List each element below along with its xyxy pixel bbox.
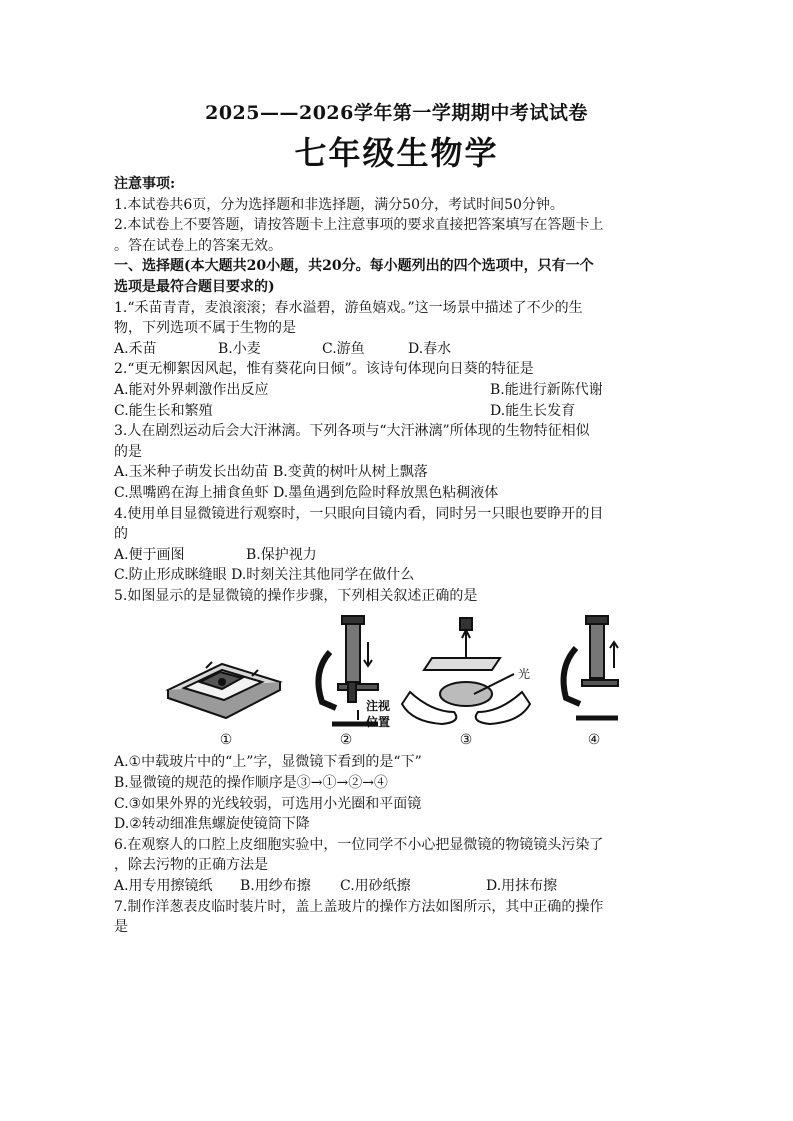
q3-stem-1: 3.人在剧烈运动后会大汗淋漓。下列各项与“大汗淋漓”所体现的生物特征相似 — [114, 423, 590, 440]
q2-option-b: B.能进行新陈代谢 — [490, 381, 603, 398]
section-heading-b: 选项是最符合题目要求的) — [114, 278, 275, 295]
step3-hands-drawing — [402, 618, 530, 724]
annot-watch-2: 位置 — [366, 715, 391, 730]
annot-watch-1: 注视 — [366, 699, 391, 714]
q5-stem: 5.如图显示的是显微镜的操作步骤，下列相关叙述正确的是 — [114, 587, 478, 604]
q5-option-d: D.②转动细准焦螺旋使镜筒下降 — [114, 816, 310, 833]
q4-options-cd: C.防止形成眯缝眼 D.时刻关注其他同学在做什么 — [114, 567, 415, 584]
q5-option-a: A.①中载玻片中的“上”字，显微镜下看到的是“下” — [114, 754, 422, 771]
microscope-figure — [114, 612, 686, 748]
section-heading-a: 一、选择题(本大题共20小题，共20分。每小题列出的四个选项中，只有一个 — [114, 258, 594, 275]
q4-stem-2: 的 — [114, 526, 128, 543]
q7-stem-1: 7.制作洋葱表皮临时装片时，盖上盖玻片的操作方法如图所示，其中正确的操作 — [114, 898, 604, 915]
q7-stem-2: 是 — [114, 919, 128, 936]
q4-stem-1: 4.使用单目显微镜进行观察时，一只眼向目镜内看，同时另一只眼也要睁开的目 — [114, 505, 604, 522]
q6-stem-1: 6.在观察人的口腔上皮细胞实验中，一位同学不小心把显微镜的物镜镜头污染了 — [114, 836, 604, 853]
q6-option-c: C.用砂纸擦 — [340, 878, 411, 895]
subject-title: 七年级生物学 — [294, 134, 499, 172]
q1-stem-1: 1.“禾苗青青，麦浪滚滚；春水溢碧，游鱼嬉戏。”这一场景中描述了不少的生 — [114, 299, 583, 316]
q6-stem-2: ，除去污物的正确方法是 — [114, 857, 268, 874]
q1-option-a: A.禾苗 — [114, 340, 157, 357]
q6-option-b: B.用纱布擦 — [240, 878, 311, 895]
q2-options-row1 — [114, 380, 686, 401]
q6-options — [114, 876, 686, 897]
q1-option-d: D.春水 — [408, 340, 452, 357]
annot-light: 光 — [518, 667, 531, 682]
step4-microscope-drawing — [564, 616, 618, 718]
q4-option-b: B.保护视力 — [246, 546, 317, 563]
step1-stage-drawing — [168, 662, 280, 718]
q2-option-a: A.能对外界刺激作出反应 — [114, 381, 269, 398]
microscope-steps-illustration — [162, 612, 632, 748]
figure-label-1: ① — [219, 732, 233, 749]
q6-option-d: D.用抹布擦 — [486, 878, 558, 895]
q2-option-c: C.能生长和繁殖 — [114, 402, 213, 419]
q2-options-row2 — [114, 401, 686, 422]
figure-label-3: ③ — [459, 732, 473, 749]
q2-option-d: D.能生长发育 — [490, 402, 576, 419]
q1-stem-2: 物，下列选项不属于生物的是 — [114, 320, 296, 337]
q4-options-ab — [114, 545, 686, 566]
q3-options-cd: C.黑嘴鸥在海上捕食鱼虾 D.墨鱼遇到危险时释放黑色粘稠液体 — [114, 484, 499, 501]
q3-stem-2: 的是 — [114, 443, 142, 460]
q6-option-a: A.用专用擦镜纸 — [114, 878, 213, 895]
q1-option-c: C.游鱼 — [322, 340, 365, 357]
exam-content — [114, 174, 686, 938]
figure-label-2: ② — [339, 732, 353, 749]
q1-option-b: B.小麦 — [218, 340, 261, 357]
notice-item-2a: 2.本试卷上不要答题，请按答题卡上注意事项的要求直接把答案填写在答题卡上 — [114, 217, 604, 234]
figure-label-4: ④ — [587, 732, 601, 749]
notice-item-1: 1.本试卷共6页，分为选择题和非选择题，满分50分，考试时间50分钟。 — [114, 196, 564, 213]
notice-heading: 注意事项: — [114, 176, 176, 192]
exam-title: 2025——2026学年第一学期期中考试试卷 — [205, 102, 588, 124]
notice-item-2b: 。答在试卷上的答案无效。 — [114, 237, 282, 254]
q2-stem: 2.“更无柳絮因风起，惟有葵花向日倾”。该诗句体现向日葵的特征是 — [114, 361, 534, 378]
q5-option-b: B.显微镜的规范的操作顺序是③→①→②→④ — [114, 775, 388, 792]
q4-option-a: A.便于画图 — [114, 546, 185, 563]
q3-options-ab: A.玉米种子萌发长出幼苗 B.变黄的树叶从树上飘落 — [114, 464, 428, 481]
q1-options — [114, 339, 686, 360]
q5-option-c: C.③如果外界的光线较弱，可选用小光圈和平面镜 — [114, 795, 422, 812]
